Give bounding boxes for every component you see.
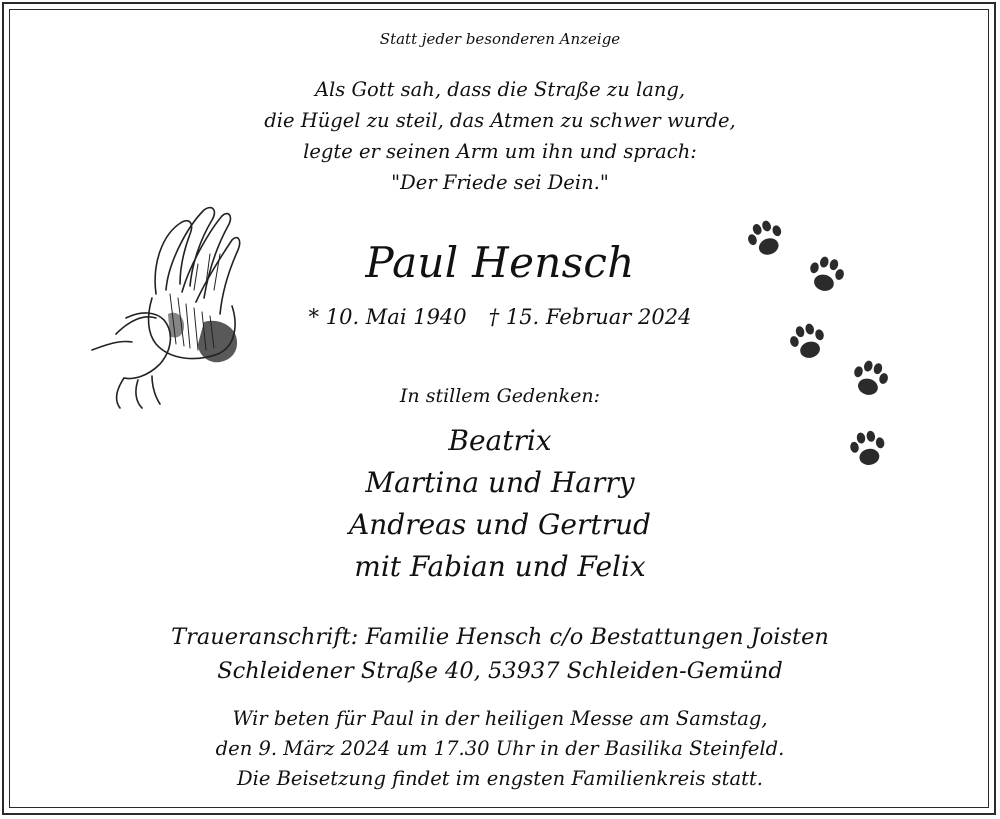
mass-line: Die Beisetzung findet im engsten Familienkreis statt. [236, 767, 764, 790]
paw-print-icon [848, 357, 892, 401]
family-member: Andreas und Gertrud [349, 508, 651, 541]
poem-line: "Der Friede sei Dein." [391, 171, 609, 194]
poem [0, 74, 1000, 198]
family-member: Beatrix [448, 424, 552, 457]
birth-date: * 10. Mai 1940 [308, 305, 467, 329]
paw-print-icon [804, 253, 848, 297]
poem-line: Als Gott sah, dass die Straße zu lang, [314, 78, 686, 101]
praying-hands-icon [86, 194, 246, 412]
paw-print-icon [846, 427, 890, 471]
mass-info [0, 704, 1000, 794]
mass-line: Wir beten für Paul in der heiligen Messe am Samstag, [232, 707, 768, 730]
address-line: Traueranschrift: Familie Hensch c/o Bestattungen Joisten [171, 624, 829, 650]
mourning-address [0, 620, 1000, 688]
death-date: † 15. Februar 2024 [488, 305, 692, 329]
family-member: Martina und Harry [365, 466, 635, 499]
address-line: Schleidener Straße 40, 53937 Schleiden-Gemünd [217, 658, 783, 684]
intro-line: Statt jeder besonderen Anzeige [379, 30, 621, 48]
family-member: mit Fabian und Felix [354, 550, 646, 583]
deceased-name: Paul Hensch [365, 238, 635, 287]
paw-print-icon [744, 217, 788, 261]
poem-line: legte er seinen Arm um ihn und sprach: [303, 140, 697, 163]
paw-print-icon [786, 320, 830, 364]
poem-line: die Hügel zu steil, das Atmen zu schwer wurde, [264, 109, 736, 132]
mass-line: den 9. März 2024 um 17.30 Uhr in der Basilika Steinfeld. [215, 737, 785, 760]
gedenken-heading: In stillem Gedenken: [399, 385, 601, 407]
